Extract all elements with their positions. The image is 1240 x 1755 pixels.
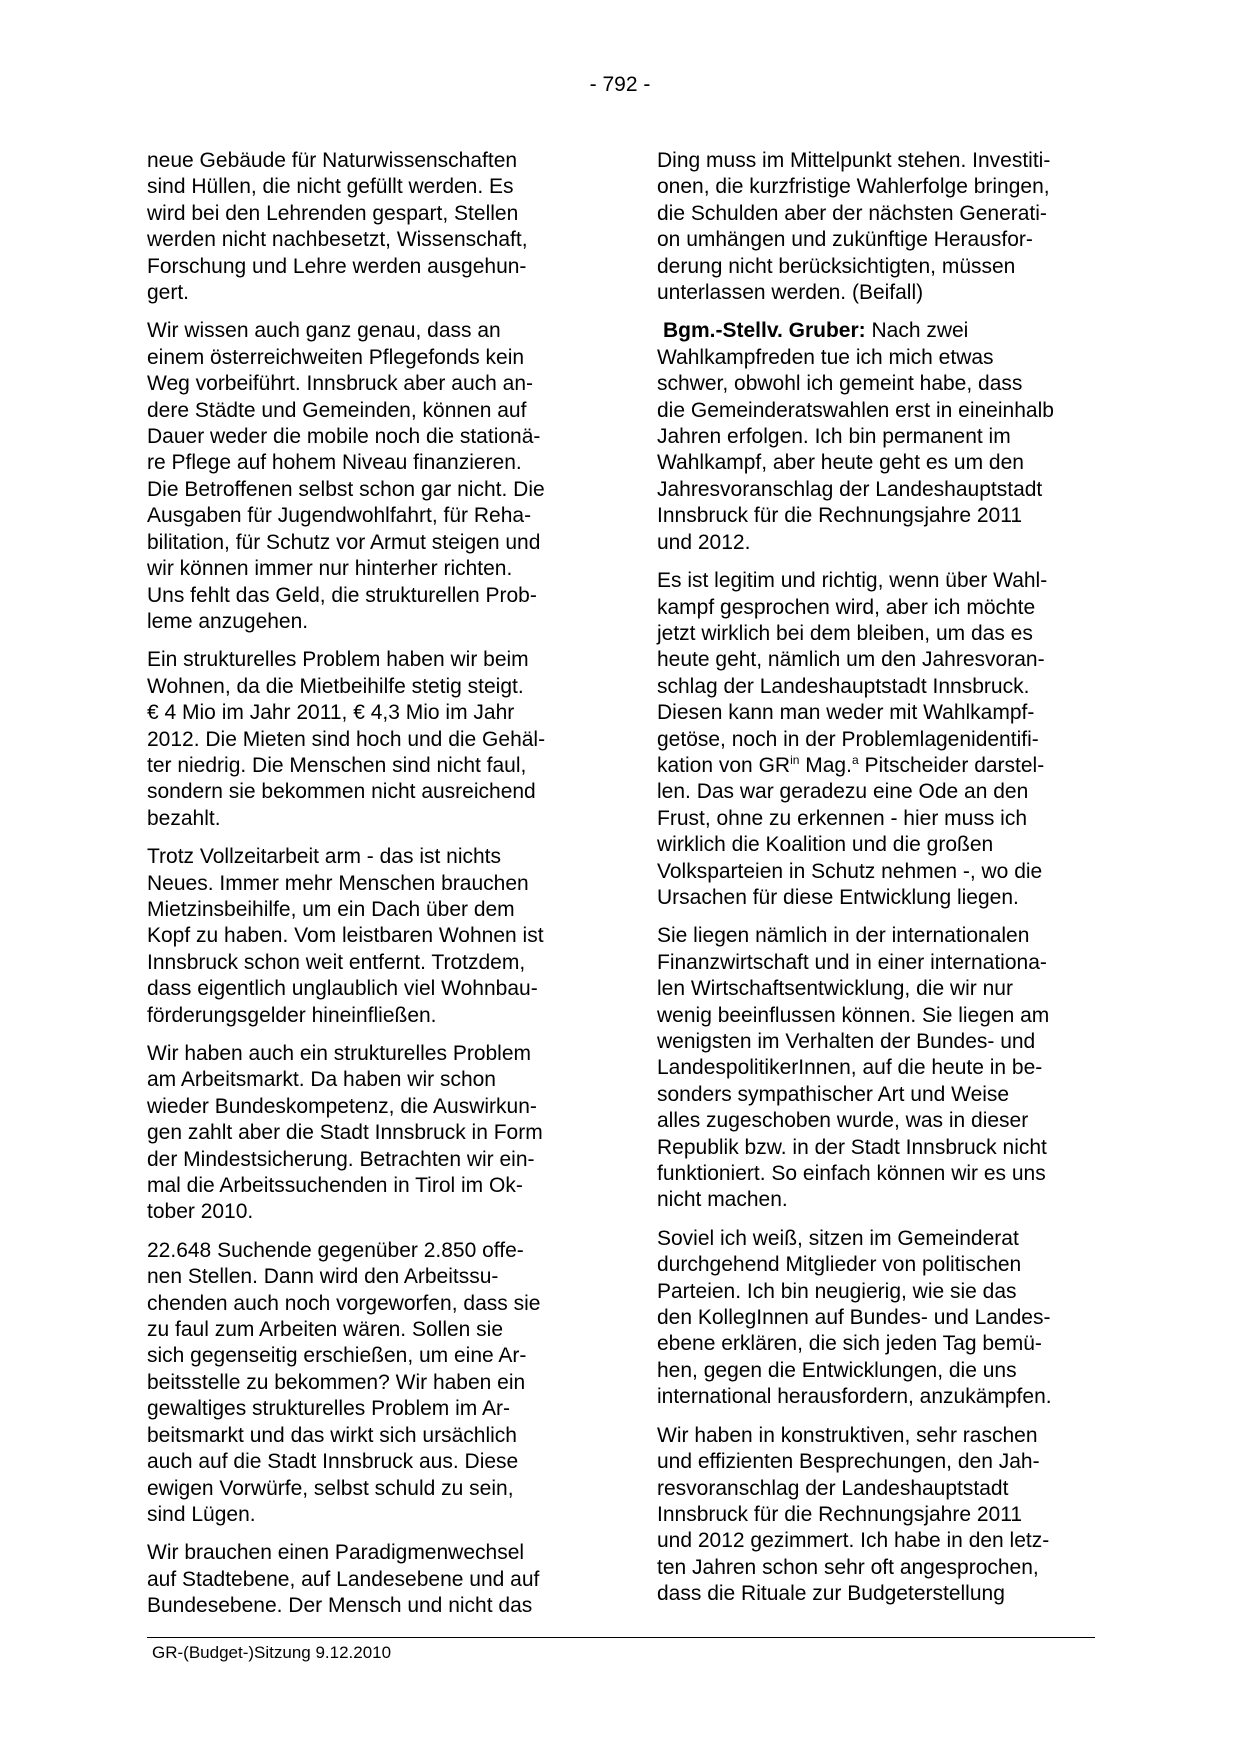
paragraph: 22.648 Suchende gegenüber 2.850 offe- nen Stellen. Dann wird den Arbeitssu- chenden auch noch vorgeworfen, dass sie zu faul zum Arbeiten wären. Sollen sie sich gegenseitig erschießen, um eine Ar- beitsstelle zu bekommen? Wir haben ein gewaltiges strukturelles Problem im Ar- beitsmarkt und das wirkt sich ursächlich auch auf die Stadt Innsbruck aus. Diese ewigen Vorwürfe, selbst schuld zu sein, sind Lügen. — [147, 1238, 541, 1526]
right-column — [657, 148, 1105, 1620]
paragraph: Wir haben in konstruktiven, sehr raschen und effizienten Besprechungen, den Jah- resvoranschlag der Landeshauptstadt Innsbruck für die Rechnungsjahre 2011 und 2012 gezimmert. Ich habe in den letz- ten Jahren schon sehr oft angesprochen, dass die Rituale zur Budgeterstellung — [657, 1423, 1050, 1606]
speaker-name: Bgm.-Stellv. Gruber: — [663, 319, 866, 343]
paragraph: Wir brauchen einen Paradigmenwechsel auf Stadtebene, auf Landesebene und auf Bundesebene. Der Mensch und nicht das — [147, 1541, 540, 1618]
paragraph: Ein strukturelles Problem haben wir beim Wohnen, da die Mietbeihilfe stetig steigt. € 4 Mio im Jahr 2011, € 4,3 Mio im Jahr 2012. Die Mieten sind hoch und die Gehäl- ter niedrig. Die Menschen sind nicht faul, sondern sie bekommen nicht ausreichend bezahlt. — [147, 648, 546, 830]
paragraph: Sie liegen nämlich in der internationalen Finanzwirtschaft und in einer internationa- len Wirtschaftsentwicklung, die wir nur wenig beeinflussen können. Sie liegen am wenigsten im Verhalten der Bundes- und LandespolitikerInnen, auf die heute in be- sonders sympathischer Art und Weise alles zugeschoben wurde, was in dieser Republik bzw. in der Stadt Innsbruck nicht funktioniert. So einfach können wir es uns nicht machen. — [657, 924, 1050, 1212]
speaker-paragraph — [657, 318, 1105, 556]
paragraph: neue Gebäude für Naturwissenschaften sind Hüllen, die nicht gefüllt werden. Es wird bei den Lehrenden gespart, Stellen werden nicht nachbesetzt, Wissenschaft, Forschung und Lehre werden ausgehun- gert. — [147, 149, 528, 305]
paragraph-text: Mag. — [799, 753, 852, 777]
page-number: - 792 - — [589, 73, 651, 96]
paragraph: Wir wissen auch ganz genau, dass an einem österreichweiten Pflegefonds kein Weg vorbeiführt. Innsbruck aber auch an- dere Städte und Gemeinden, können auf Dauer weder die mobile noch die stationä- re Pflege auf hohem Niveau finanzieren. Die Betroffenen selbst schon gar nicht. Die Ausgaben für Jugendwohlfahrt, für Reha- bilitation, für Schutz vor Armut steigen und wir können immer nur hinterher richten. Uns fehlt das Geld, die strukturellen Prob- leme anzugehen. — [147, 319, 545, 633]
paragraph: Ding muss im Mittelpunkt stehen. Investiti- onen, die kurzfristige Wahlerfolge bringen, die Schulden aber der nächsten Generati- on umhängen und zukünftige Herausfor- derung nicht berücksichtigten, müssen unterlassen werden. (Beifall) — [657, 149, 1051, 305]
paragraph: Soviel ich weiß, sitzen im Gemeinderat durchgehend Mitglieder von politischen Parteien. Ich bin neugierig, wie sie das den KollegInnen auf Bundes- und Landes- ebene erklären, die sich jeden Tag bemü- hen, gegen die Entwicklungen, die uns international herausfordern, anzukämpfen. — [657, 1226, 1052, 1409]
superscript: a — [851, 752, 859, 767]
speaker-text: Nach zwei Wahlkampfreden tue ich mich etwas schwer, obwohl ich gemeint habe, dass die Gemeinderatswahlen erst in eineinhalb Jahren erfolgen. Ich bin permanent im Wahlkampf, aber heute geht es um den Jahresvoranschlag der Landeshauptstadt Innsbruck für die Rechnungsjahre 2011 und 2012. — [657, 319, 1054, 554]
footer-text: GR-(Budget-)Sitzung 9.12.2010 — [152, 1643, 392, 1662]
superscript: in — [790, 752, 800, 767]
paragraph-text: Pitscheider darstel- len. Das war geradezu eine Ode an den Frust, ohne zu erkennen - hier muss ich wirklich die Koalition und die großen Volksparteien in Schutz nehmen -, wo die Ursachen für diese Entwicklung liegen. — [657, 753, 1045, 909]
left-column — [147, 148, 595, 1632]
paragraph: Wir haben auch ein strukturelles Problem am Arbeitsmarkt. Da haben wir schon wieder Bundeskompetenz, die Auswirkun- gen zahlt aber die Stadt Innsbruck in Form der Mindestsicherung. Betrachten wir ein- mal die Arbeitssuchenden in Tirol im Ok- tober 2010. — [147, 1042, 543, 1224]
paragraph: Trotz Vollzeitarbeit arm - das ist nichts Neues. Immer mehr Menschen brauchen Mietzinsbeihilfe, um ein Dach über dem Kopf zu haben. Vom leistbaren Wohnen ist Innsbruck schon weit entfernt. Trotzdem, dass eigentlich unglaublich viel Wohnbau- förderungsgelder hineinfließen. — [147, 845, 544, 1027]
paragraph — [657, 568, 1105, 911]
paragraph-text: Es ist legitim und richtig, wenn über Wahl- kampf gesprochen wird, aber ich möchte jetzt wirklich bei dem bleiben, um das es heute geht, nämlich um den Jahresvoran- schlag der Landeshauptstadt Innsbruck. Diesen kann man weder mit Wahlkampf- getöse, noch in der Problemlagenidentifi- kation von GR — [657, 569, 1048, 777]
footer-divider — [147, 1637, 1095, 1638]
